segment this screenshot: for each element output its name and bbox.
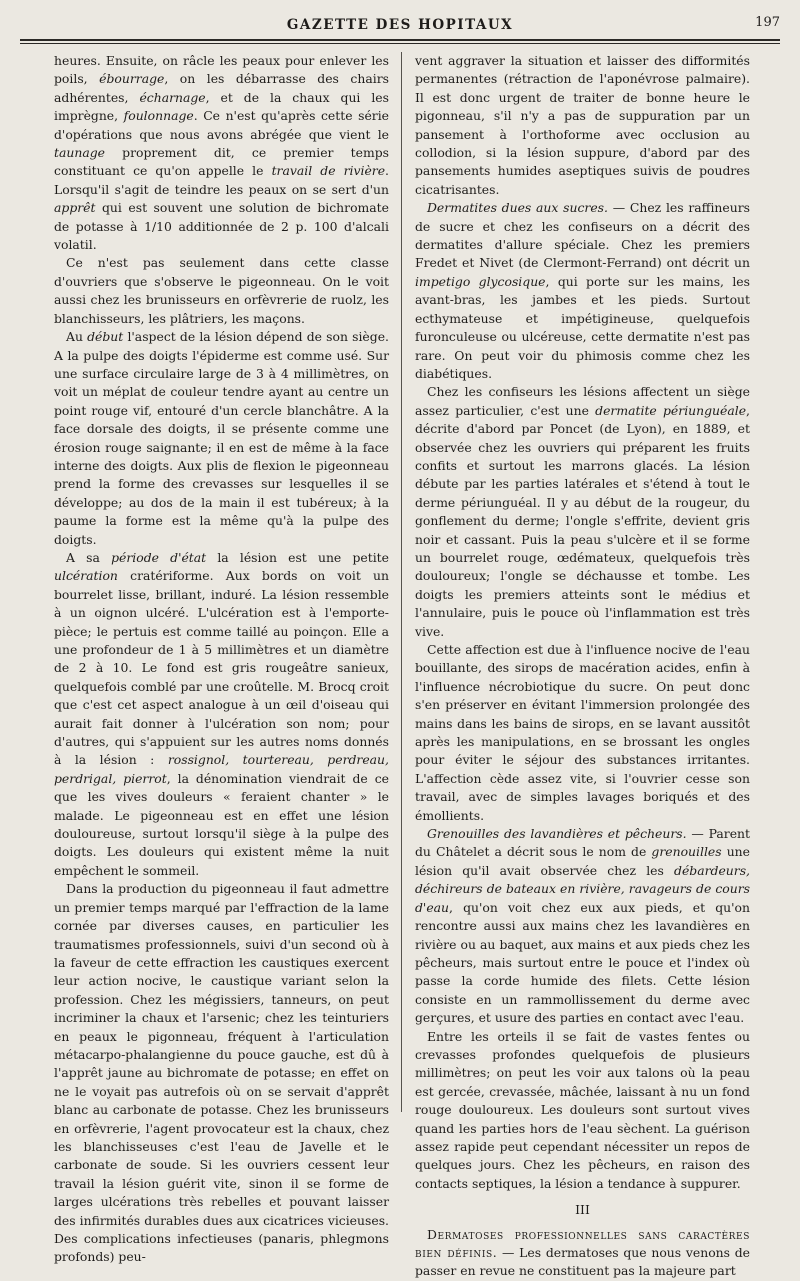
paragraph: Cette affection est due à l'influence nocive de l'eau bouillante, des sirops de macération acides, enfin à l'influence nécrobiotique du sucre. On peut donc s'en préserver en évitant l'immersion prolongée des mains dans les bains de sirops, en se lavant aussitôt après les manipulations, en se brossant les ongles pour éviter le séjour des substances irritantes. L'affection cède assez vite, si l'ouvrier cesse son travail, avec de simples lavages boriqués et des émollients.	[415, 642, 750, 823]
paragraph: Grenouilles des lavandières et pêcheurs. — Parent du Châtelet a décrit sous le nom de grenouilles une lésion qu'il avait observée chez les débardeurs, déchireurs de bateaux en rivière, ravageurs de cours d'eau, qu'on voit chez eux aux pieds, et qu'on rencontre aussi aux mains chez les lavandières en rivière ou au baquet, aux mains et aux pieds chez les pêcheurs, mais surtout entre le pouce et l'index où passe la corde humide des filets. Cette lésion consiste en un rammollissement du derme avec gerçures, et usure des parties en contact avec l'eau.	[415, 826, 750, 1026]
paragraph: heures. Ensuite, on râcle les peaux pour enlever les poils, ébourrage, on les débarrasse des chairs adhérentes, écharnage, et de la chaux qui les imprègne, foulonnage. Ce n'est qu'après cette série d'opérations que nous avons abrégée que vient le taunage proprement dit, ce premier temps constituant ce qu'on appelle le travail de rivière. Lorsqu'il s'agit de teindre les peaux on se sert d'un apprêt qui est souvent une solution de bichromate de potasse à 1/10 additionnée de 2 p. 100 d'alcali volatil.	[54, 53, 389, 253]
paragraph: Au début l'aspect de la lésion dépend de son siège. A la pulpe des doigts l'épiderme est comme usé. Sur une surface circulaire large de 3 à 4 millimètres, on voit un méplat de couleur tendre ayant au centre un point rouge vif, entouré d'un cercle blanchâtre. A la face dorsale des doigts, il se présente comme une érosion rouge saignante; il en est de même à la face interne des doigts. Aux plis de flexion le pigeonneau prend la forme des crevasses sur lesquelles il se développe; au dos de la main il est tubéreux; à la paume la forme est la même qu'à la pulpe des doigts.	[54, 329, 389, 547]
paragraph: Dermatoses professionnelles sans caractères bien définis. — Les dermatoses que nous venons de passer en revue ne constituent pas la majeure part	[415, 1226, 750, 1279]
right-column	[415, 52, 751, 1279]
paragraph: Ce n'est pas seulement dans cette classe d'ouvriers que s'observe le pigeonneau. On le voit aussi chez les brunisseurs en orfèvrerie de ruolz, les blanchisseurs, les plâtriers, les maçons.	[54, 255, 389, 326]
running-title: GAZETTE DES HOPITAUX	[286, 17, 514, 33]
page-number: 197	[755, 15, 780, 30]
left-column	[54, 52, 389, 1265]
column-divider	[401, 52, 402, 1112]
paragraph: vent aggraver la situation et laisser des difformités permanentes (rétraction de l'aponévrose palmaire). Il est donc urgent de traiter de bonne heure le pigonneau, s'il n'y a pas de suppuration par un pansement à l'orthoforme avec occlusion au collodion, si la lésion suppure, d'abord par des pansements humides aseptiques suivis de poudres cicatrisantes.	[415, 53, 750, 197]
header-rule-thin	[20, 43, 780, 44]
header-rule	[20, 39, 780, 41]
section-heading: Dermatoses professionnelles sans caractères bien définis.	[415, 1226, 750, 1260]
paragraph: Entre les orteils il se fait de vastes fentes ou crevasses profondes quelquefois de plusieurs millimètres; on peut les voir aux talons où la peau est gercée, crevassée, mâchée, laissant à nu un fond rouge douloureux. Les douleurs sont surtout vives quand les parties hors de l'eau sèchent. La guérison assez rapide peut cependant nécessiter un repos de quelques jours. Chez les pêcheurs, en raison des contacts septiques, la lésion a tendance à suppurer.	[415, 1028, 750, 1191]
paragraph: A sa période d'état la lésion est une petite ulcération cratériforme. Aux bords on voit un bourrelet lisse, brillant, induré. La lésion ressemble à un oignon ulcéré. L'ulcération est à l'emporte-pièce; le pertuis est comme taillé au poinçon. Elle a une profondeur de 1 à 5 millimètres et un diamètre de 2 à 10. Le fond est gris rougeâtre sanieux, quelquefois comblé par une croûtelle. M. Brocq croit que c'est cet aspect analogue à un œil d'oiseau qui aurait fait donner à l'ulcération son nom; pour d'autres, qui s'appuient sur les autres noms donnés à la lésion : rossignol, tourtereau, perdreau, perdrigal, pierrot, la dénomination viendrait de ce que les vives douleurs « feraient chanter » le malade. Le pigeonneau est en effet une lésion douloureuse, surtout lorsqu'il siège à la pulpe des doigts. Les douleurs qui existent même la nuit empêchent le sommeil.	[54, 549, 389, 878]
paragraph: Dermatites dues aux sucres. — Chez les raffineurs de sucre et chez les confiseurs on a décrit des dermatites d'allure spéciale. Chez les premiers Fredet et Nivet (de Clermont-Ferrand) ont décrit un impetigo glycosique, qui porte sur les mains, les avant-bras, les jambes et les pieds. Surtout ecthymateuse et impétigineuse, quelquefois furonculeuse ou ulcéreuse, cette dermatite n'est pas rare. On peut voir du phimosis comme chez les diabétiques.	[415, 200, 751, 381]
paragraph: Dans la production du pigeonneau il faut admettre un premier temps marqué par l'effraction de la lame cornée par diverses causes, en particulier les traumatismes professionnels, suivi d'un second où à la faveur de cette effraction les caustiques exercent leur action nocive, le caustique variant selon la profession. Chez les mégissiers, tanneurs, on peut incriminer la chaux et l'arsenic; chez les teinturiers en peaux le pigonneau, fréquent à l'articulation métacarpo-phalangienne du pouce gauche, est dû à l'apprêt jaune au bichromate de potasse; en effet on ne le voyait pas autrefois où on se servait d'apprêt blanc au carbonate de potasse. Chez les brunisseurs en orfèvrerie, l'agent provocateur est la chaux, chez les blanchisseuses c'est l'eau de Javelle et le carbonate de soude. Si les ouvriers cessent leur travail la lésion guérit vite, sinon il se forme de larges ulcérations très rebelles et pouvant laisser des infirmités durables dues aux cicatrices vicieuses. Des complications infectieuses (panaris, phlegmons profonds) peu-	[54, 881, 389, 1265]
section-number: III	[575, 1202, 590, 1218]
paragraph: Chez les confiseurs les lésions affectent un siège assez particulier, c'est une dermatite périunguéale, décrite d'abord par Poncet (de Lyon), en 1889, et observée chez les ouvriers qui préparent les fruits confits et surtout les marrons glacés. La lésion débute par les parties latérales et s'étend à tout le derme périunguéal. Il y au début de la rougeur, du gonflement du derme; l'ongle s'effrite, devient gris noir et cassant. Puis la peau s'ulcère et il se forme un bourrelet rouge, œdémateux, quelquefois très douloureux; l'ongle se déchausse et tombe. Les doigts les premiers atteints sont le médius et l'annulaire, puis le pouce où l'inflammation est très vive.	[415, 384, 750, 639]
